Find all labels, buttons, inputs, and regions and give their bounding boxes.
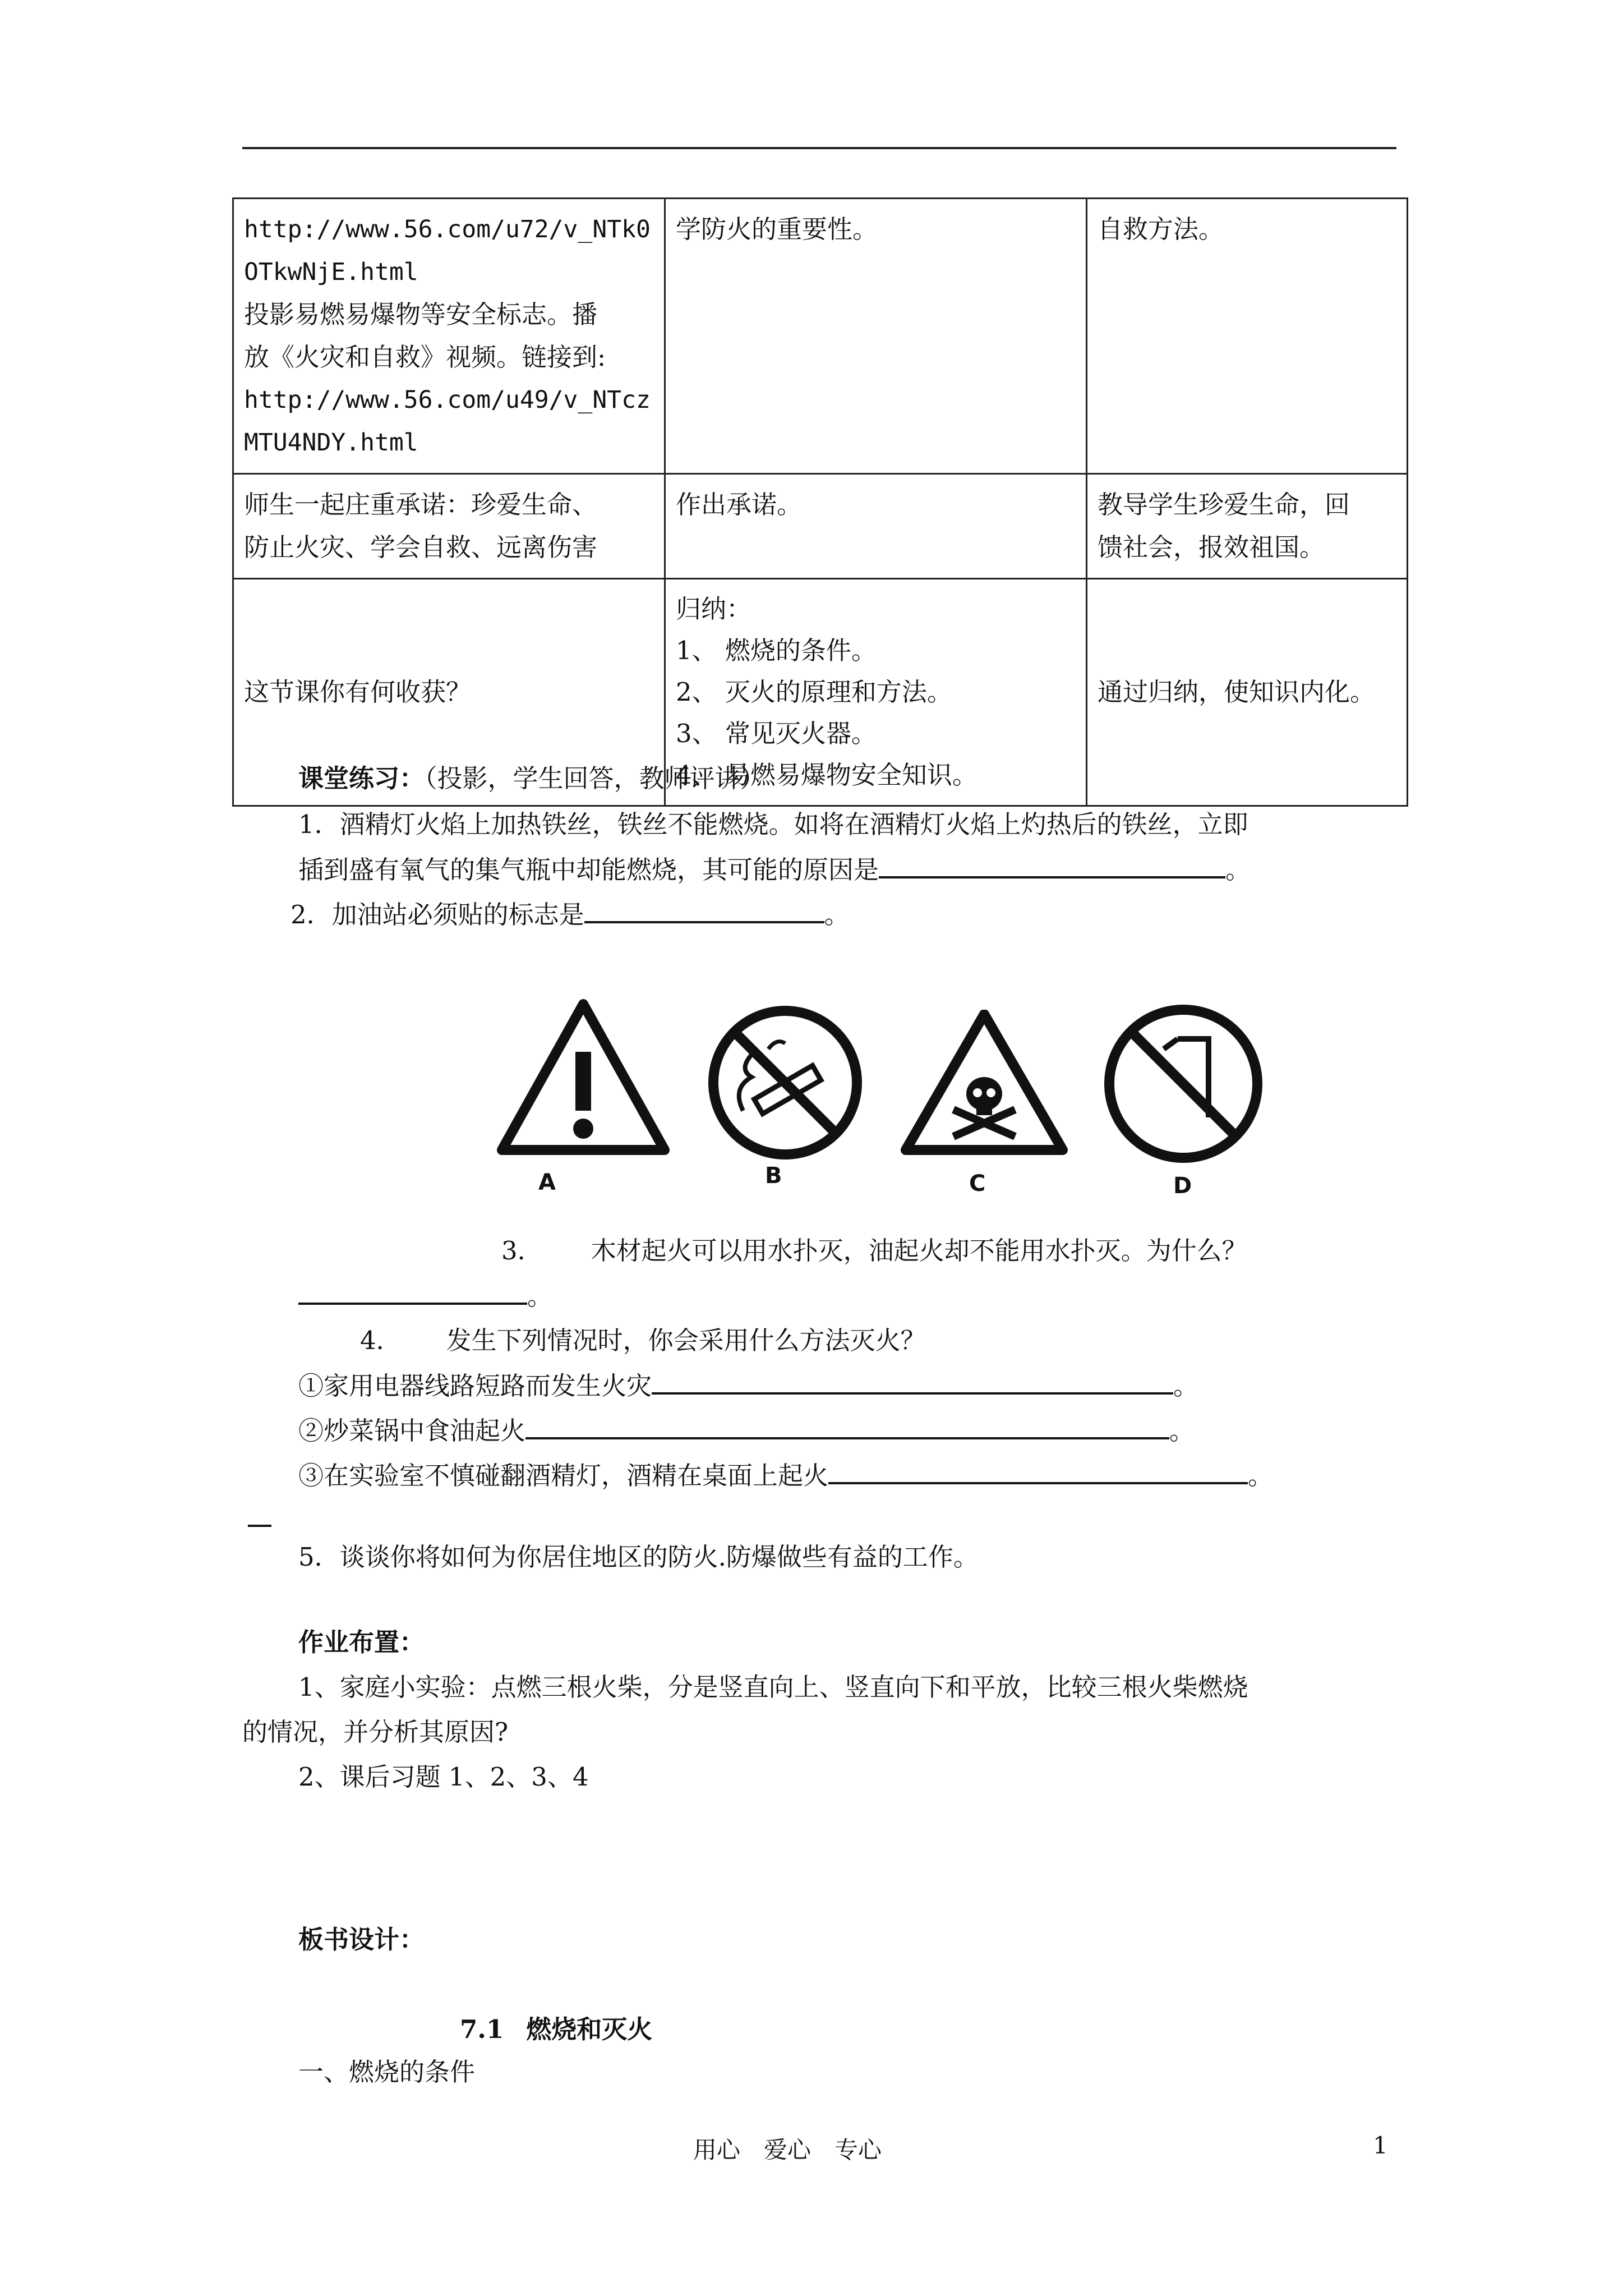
question-4-c: ③在实验室不慎碰翻酒精灯，酒精在桌面上起火 。 xyxy=(298,1454,1273,1497)
question-5: 5．谈谈你将如何为你居住地区的防火.防爆做些有益的工作。 xyxy=(298,1542,979,1572)
cell-text: 通过归纳，使知识内化。 xyxy=(1098,677,1376,707)
cell-text: 馈社会，报效祖国。 xyxy=(1098,532,1325,562)
answer-blank[interactable] xyxy=(879,848,1225,878)
poison-triangle-icon xyxy=(900,1010,1068,1161)
teacher-activity-cell xyxy=(233,474,665,579)
cell-text: 2、 灭火的原理和方法。 xyxy=(676,677,952,707)
homework-item-1-line-1: 1、家庭小实验：点燃三根火柴，分是竖直向上、竖直向下和平放，比较三根火柴燃烧 xyxy=(298,1672,1248,1702)
design-intent-cell xyxy=(1087,474,1408,579)
question-3: 3． 木材起火可以用水扑灭，油起火却不能用水扑灭。为什么？ xyxy=(501,1236,1247,1266)
page-number: 1 xyxy=(1373,2132,1388,2159)
answer-blank[interactable] xyxy=(828,1454,1248,1484)
exercise-heading: 课堂练习： xyxy=(298,763,425,793)
sign-label-d: D xyxy=(1173,1173,1192,1199)
student-activity-cell xyxy=(665,199,1087,474)
cell-text: 教导学生珍爱生命，回 xyxy=(1098,490,1350,519)
cell-text: 自救方法。 xyxy=(1098,214,1224,244)
homework-heading: 作业布置： xyxy=(298,1627,425,1657)
sign-label-a: A xyxy=(538,1170,556,1195)
teacher-activity-cell xyxy=(233,199,665,474)
cell-text: 放《火灾和自救》视频。链接到: xyxy=(244,342,606,372)
cell-text: 3、 常见灭火器。 xyxy=(676,719,877,748)
answer-blank[interactable] xyxy=(525,1409,1169,1439)
cell-text: 学防火的重要性。 xyxy=(676,214,878,244)
board-title: 7.1 燃烧和灭火 xyxy=(460,2014,653,2044)
student-activity-cell xyxy=(665,474,1087,579)
video-link[interactable]: http://www.56.com/u49/v_NTcz xyxy=(244,386,651,414)
cell-text: 1、 燃烧的条件。 xyxy=(676,636,877,665)
no-smoking-icon xyxy=(701,999,869,1167)
sign-label-b: B xyxy=(765,1163,782,1189)
question-1-line-1: 1．酒精灯火焰上加热铁丝，铁丝不能燃烧。如将在酒精灯火焰上灼热后的铁丝，立即 xyxy=(298,809,1248,839)
board-item-1: 一、燃烧的条件 xyxy=(298,2057,476,2087)
table-row xyxy=(233,199,1408,474)
warning-triangle-icon xyxy=(494,999,673,1200)
video-link-cont[interactable]: OTkwNjE.html xyxy=(244,258,418,286)
video-link-cont[interactable]: MTU4NDY.html xyxy=(244,429,418,457)
table-row xyxy=(233,474,1408,579)
question-4: 4． 发生下列情况时，你会采用什么方法灭火？ xyxy=(360,1326,926,1355)
question-3-answer: 。 xyxy=(298,1274,552,1318)
design-intent-cell xyxy=(1087,199,1408,474)
design-intent-cell xyxy=(1087,579,1408,806)
question-4-a: ①家用电器线路短路而发生火灾 。 xyxy=(298,1364,1198,1407)
exercise-note: （投影，学生回答，教师评讲） xyxy=(425,763,766,793)
homework-item-1-line-2: 的情况，并分析其原因? xyxy=(242,1717,509,1747)
answer-blank[interactable] xyxy=(298,1274,527,1305)
question-4-b: ②炒菜锅中食油起火 。 xyxy=(298,1409,1195,1452)
stray-dash xyxy=(248,1525,271,1527)
cell-text: 这节课你有何收获？ xyxy=(244,677,472,707)
lesson-table xyxy=(232,197,1408,807)
prohibition-icon xyxy=(1099,1000,1267,1168)
cell-text: 投影易燃易爆物等安全标志。播 xyxy=(244,300,598,329)
answer-blank[interactable] xyxy=(652,1364,1173,1395)
board-design-heading: 板书设计： xyxy=(298,1925,425,1954)
cell-text: 归纳： xyxy=(676,594,752,624)
question-2: 2．加油站必须贴的标志是 。 xyxy=(291,893,850,936)
answer-blank[interactable] xyxy=(584,893,824,923)
exercise-heading-line xyxy=(298,757,766,800)
sign-label-c: C xyxy=(969,1171,986,1197)
cell-text: 作出承诺。 xyxy=(676,490,803,519)
video-link[interactable]: http://www.56.com/u72/v_NTk0 xyxy=(244,215,651,243)
homework-item-2: 2、课后习题 1、2、3、4 xyxy=(298,1762,589,1792)
cell-text: 4、 易燃易爆物安全知识。 xyxy=(676,760,978,790)
cell-text: 防止火灾、学会自救、远离伤害 xyxy=(244,532,598,562)
header-rule xyxy=(242,147,1396,149)
cell-text: 师生一起庄重承诺：珍爱生命、 xyxy=(244,490,598,519)
footer-motto: 用心 爱心 专心 xyxy=(693,2136,882,2164)
question-1-line-2: 插到盛有氧气的集气瓶中却能燃烧，其可能的原因是 。 xyxy=(298,848,1251,891)
